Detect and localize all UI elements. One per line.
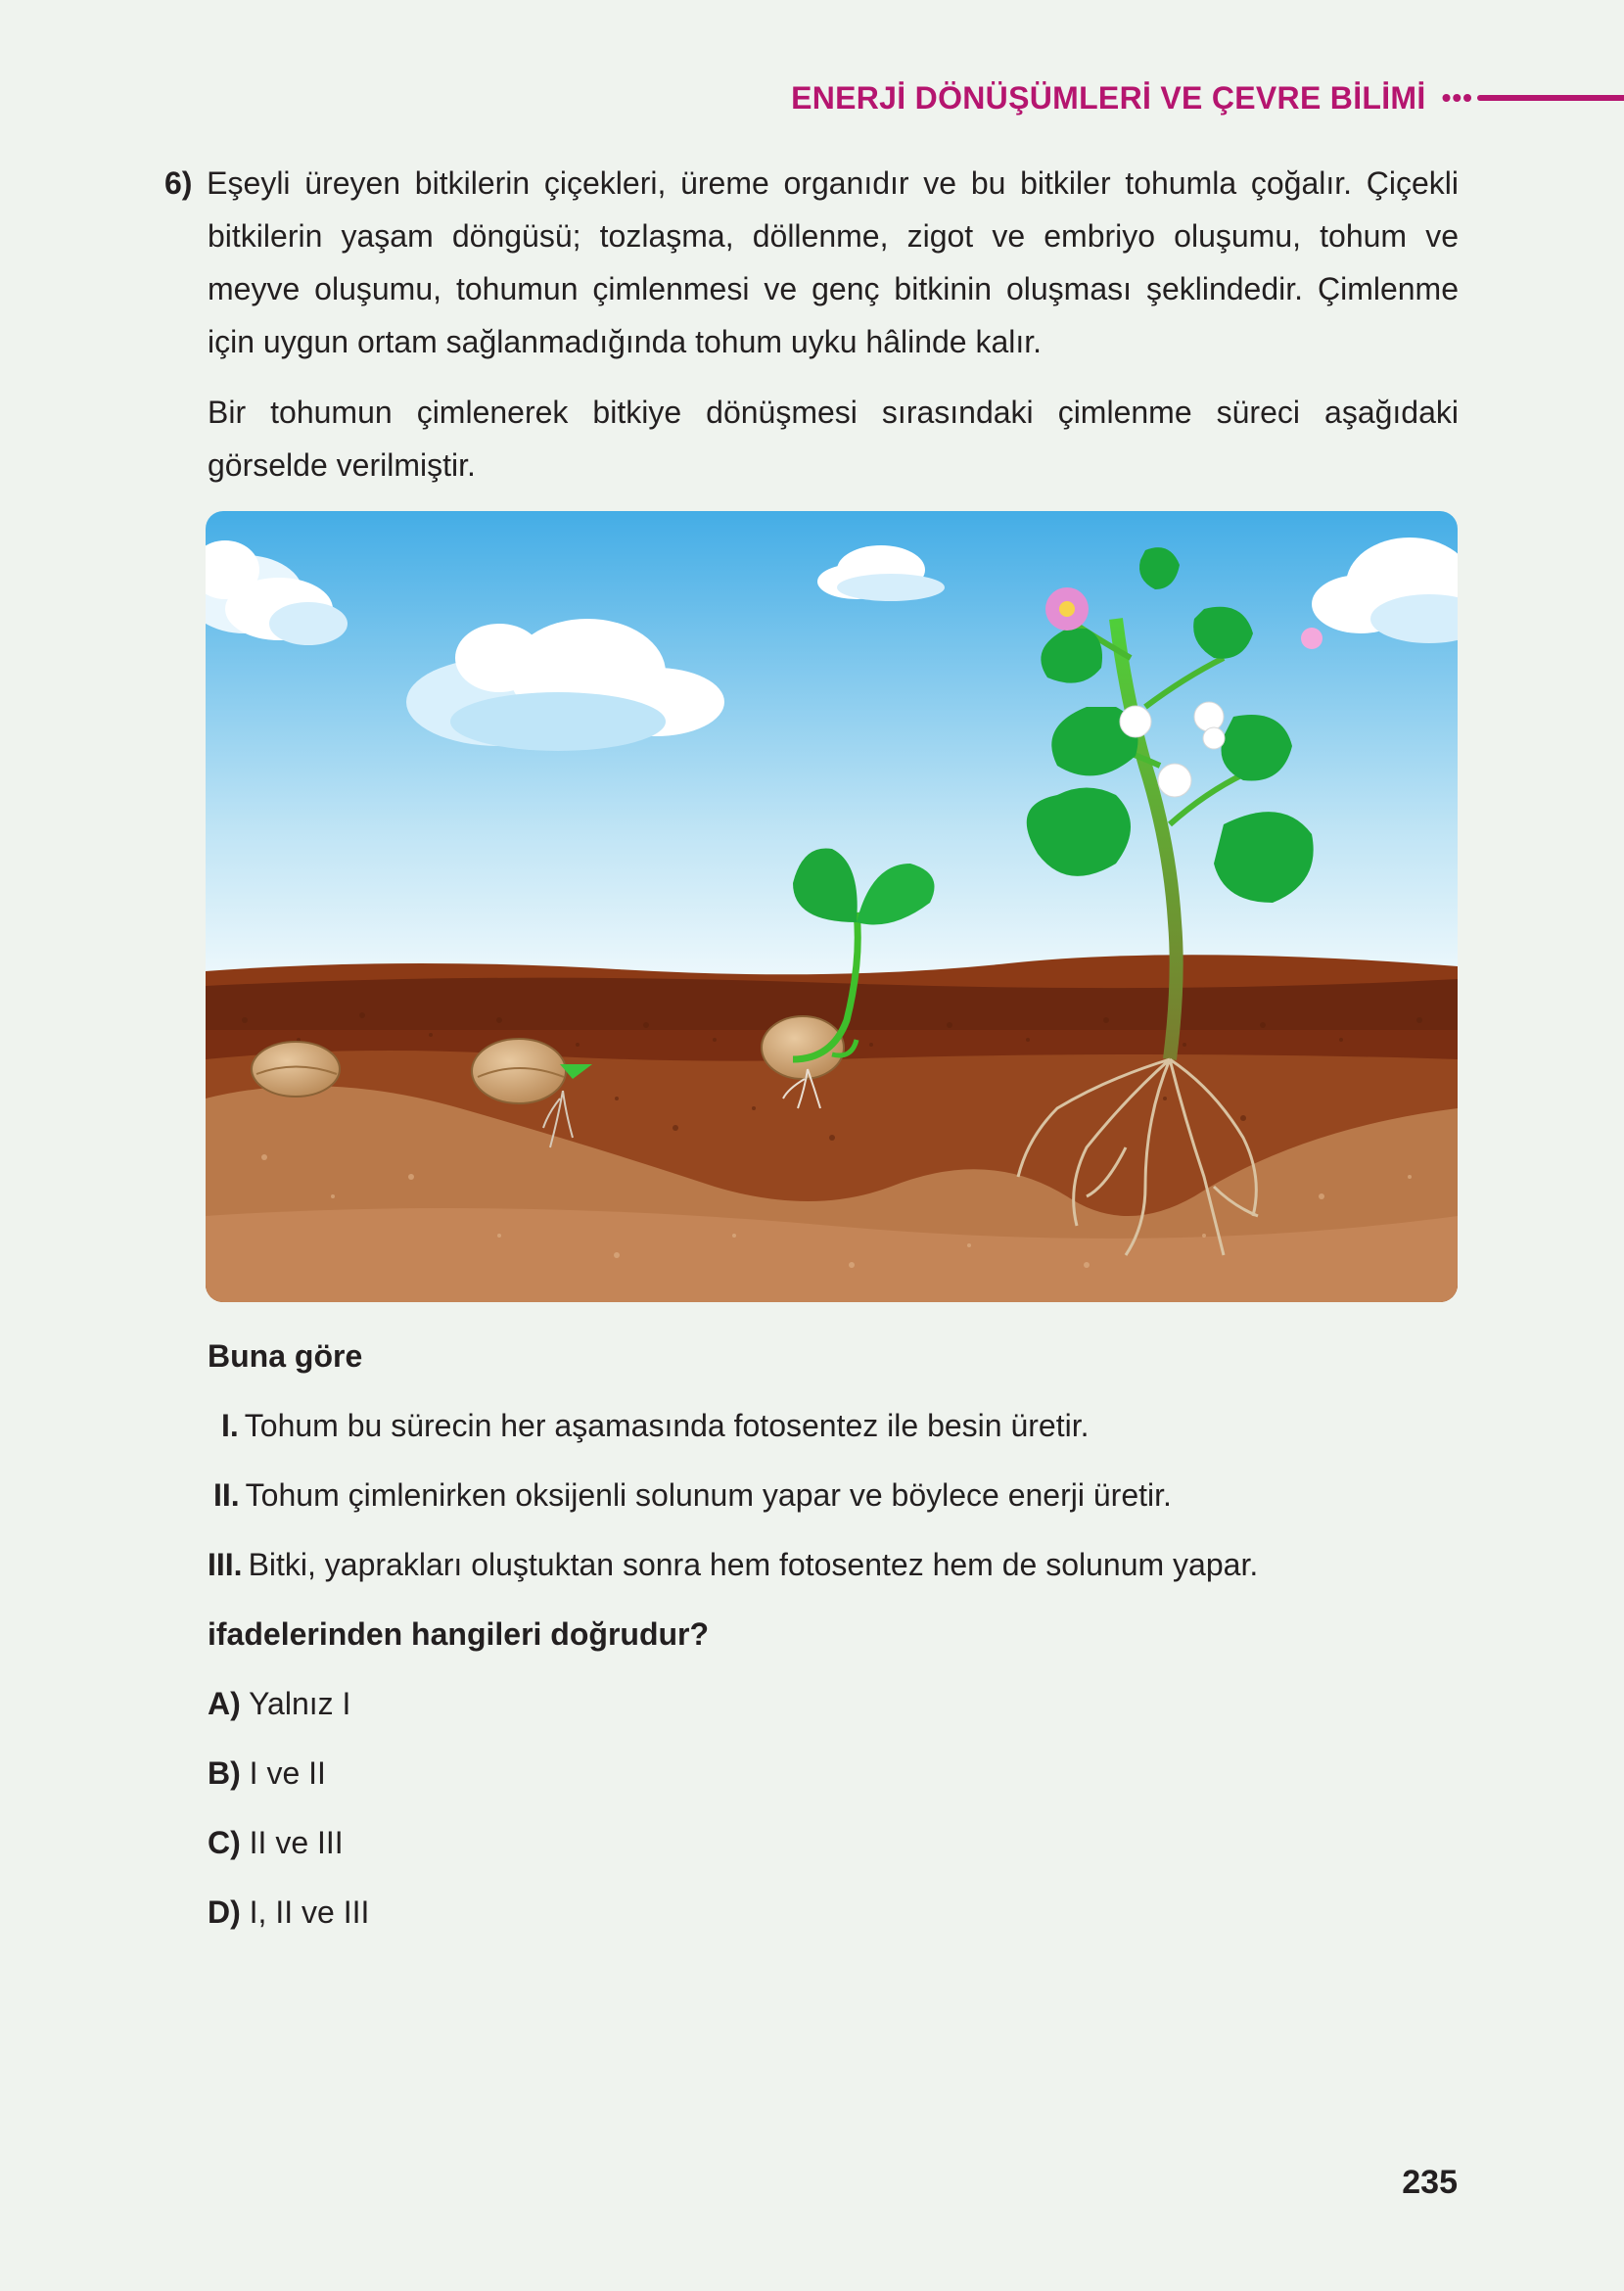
option-text-d: I, II ve III	[249, 1894, 370, 1930]
statement-text-1: Tohum bu sürecin her aşamasında fotosentez ile besin üretir.	[244, 1408, 1090, 1443]
statement-text-3: Bitki, yaprakları oluştuktan sonra hem fotosentez hem de solunum yapar.	[248, 1547, 1259, 1582]
option-text-b: I ve II	[249, 1755, 326, 1791]
statement-roman-1: I.	[221, 1408, 239, 1443]
question-paragraph-2: Bir tohumun çimlenerek bitkiye dönüşmesi sırasındaki çimlenme süreci aşağıdaki görselde verilmiştir.	[208, 395, 1459, 483]
option-letter-d: D)	[208, 1894, 241, 1930]
question-paragraph-1	[164, 157, 1459, 368]
option-letter-c: C)	[208, 1825, 241, 1860]
option-a[interactable]	[208, 1669, 1461, 1739]
option-d[interactable]	[208, 1878, 1461, 1947]
question-intro-text: Eşeyli üreyen bitkilerin çiçekleri, üreme organıdır ve bu bitkiler tohumla çoğalır. Çiçekli bitkilerin yaşam döngüsü; tozlaşma, döllenme, zigot ve embriyo oluşumu, tohum ve meyve oluşumu, tohumun çimlenmesi ve genç bitkinin oluşması şeklindedir. Çimlenme için uygun ortam sağlanmadığında tohum uyku hâlinde kalır.	[207, 165, 1460, 359]
statement-3	[208, 1530, 1461, 1600]
statement-roman-3: III.	[208, 1547, 243, 1582]
option-text-a: Yalnız I	[249, 1686, 351, 1721]
option-b[interactable]	[208, 1739, 1461, 1808]
statement-1	[208, 1391, 1461, 1461]
statement-2	[208, 1461, 1461, 1530]
page-number: 235	[1402, 2164, 1458, 2201]
chapter-title: ENERJİ DÖNÜŞÜMLERİ VE ÇEVRE BİLİMİ	[791, 79, 1426, 116]
option-text-c: II ve III	[249, 1825, 344, 1860]
lead-text: Buna göre	[208, 1338, 363, 1374]
germination-illustration	[206, 511, 1458, 1302]
question-block	[164, 157, 1459, 491]
header-accent-line	[1477, 95, 1624, 101]
option-letter-b: B)	[208, 1755, 241, 1791]
statement-roman-2: II.	[213, 1477, 240, 1513]
header-dots: •••	[1441, 82, 1473, 113]
option-c[interactable]	[208, 1808, 1461, 1878]
chapter-header	[791, 76, 1624, 119]
question-body	[208, 1322, 1461, 1947]
question-prompt: ifadelerinden hangileri doğrudur?	[208, 1616, 710, 1652]
question-number: 6)	[164, 165, 193, 201]
statement-text-2: Tohum çimlenirken oksijenli solunum yapar ve böylece enerji üretir.	[245, 1477, 1172, 1513]
option-letter-a: A)	[208, 1686, 241, 1721]
seed-stage-1	[252, 1042, 340, 1097]
